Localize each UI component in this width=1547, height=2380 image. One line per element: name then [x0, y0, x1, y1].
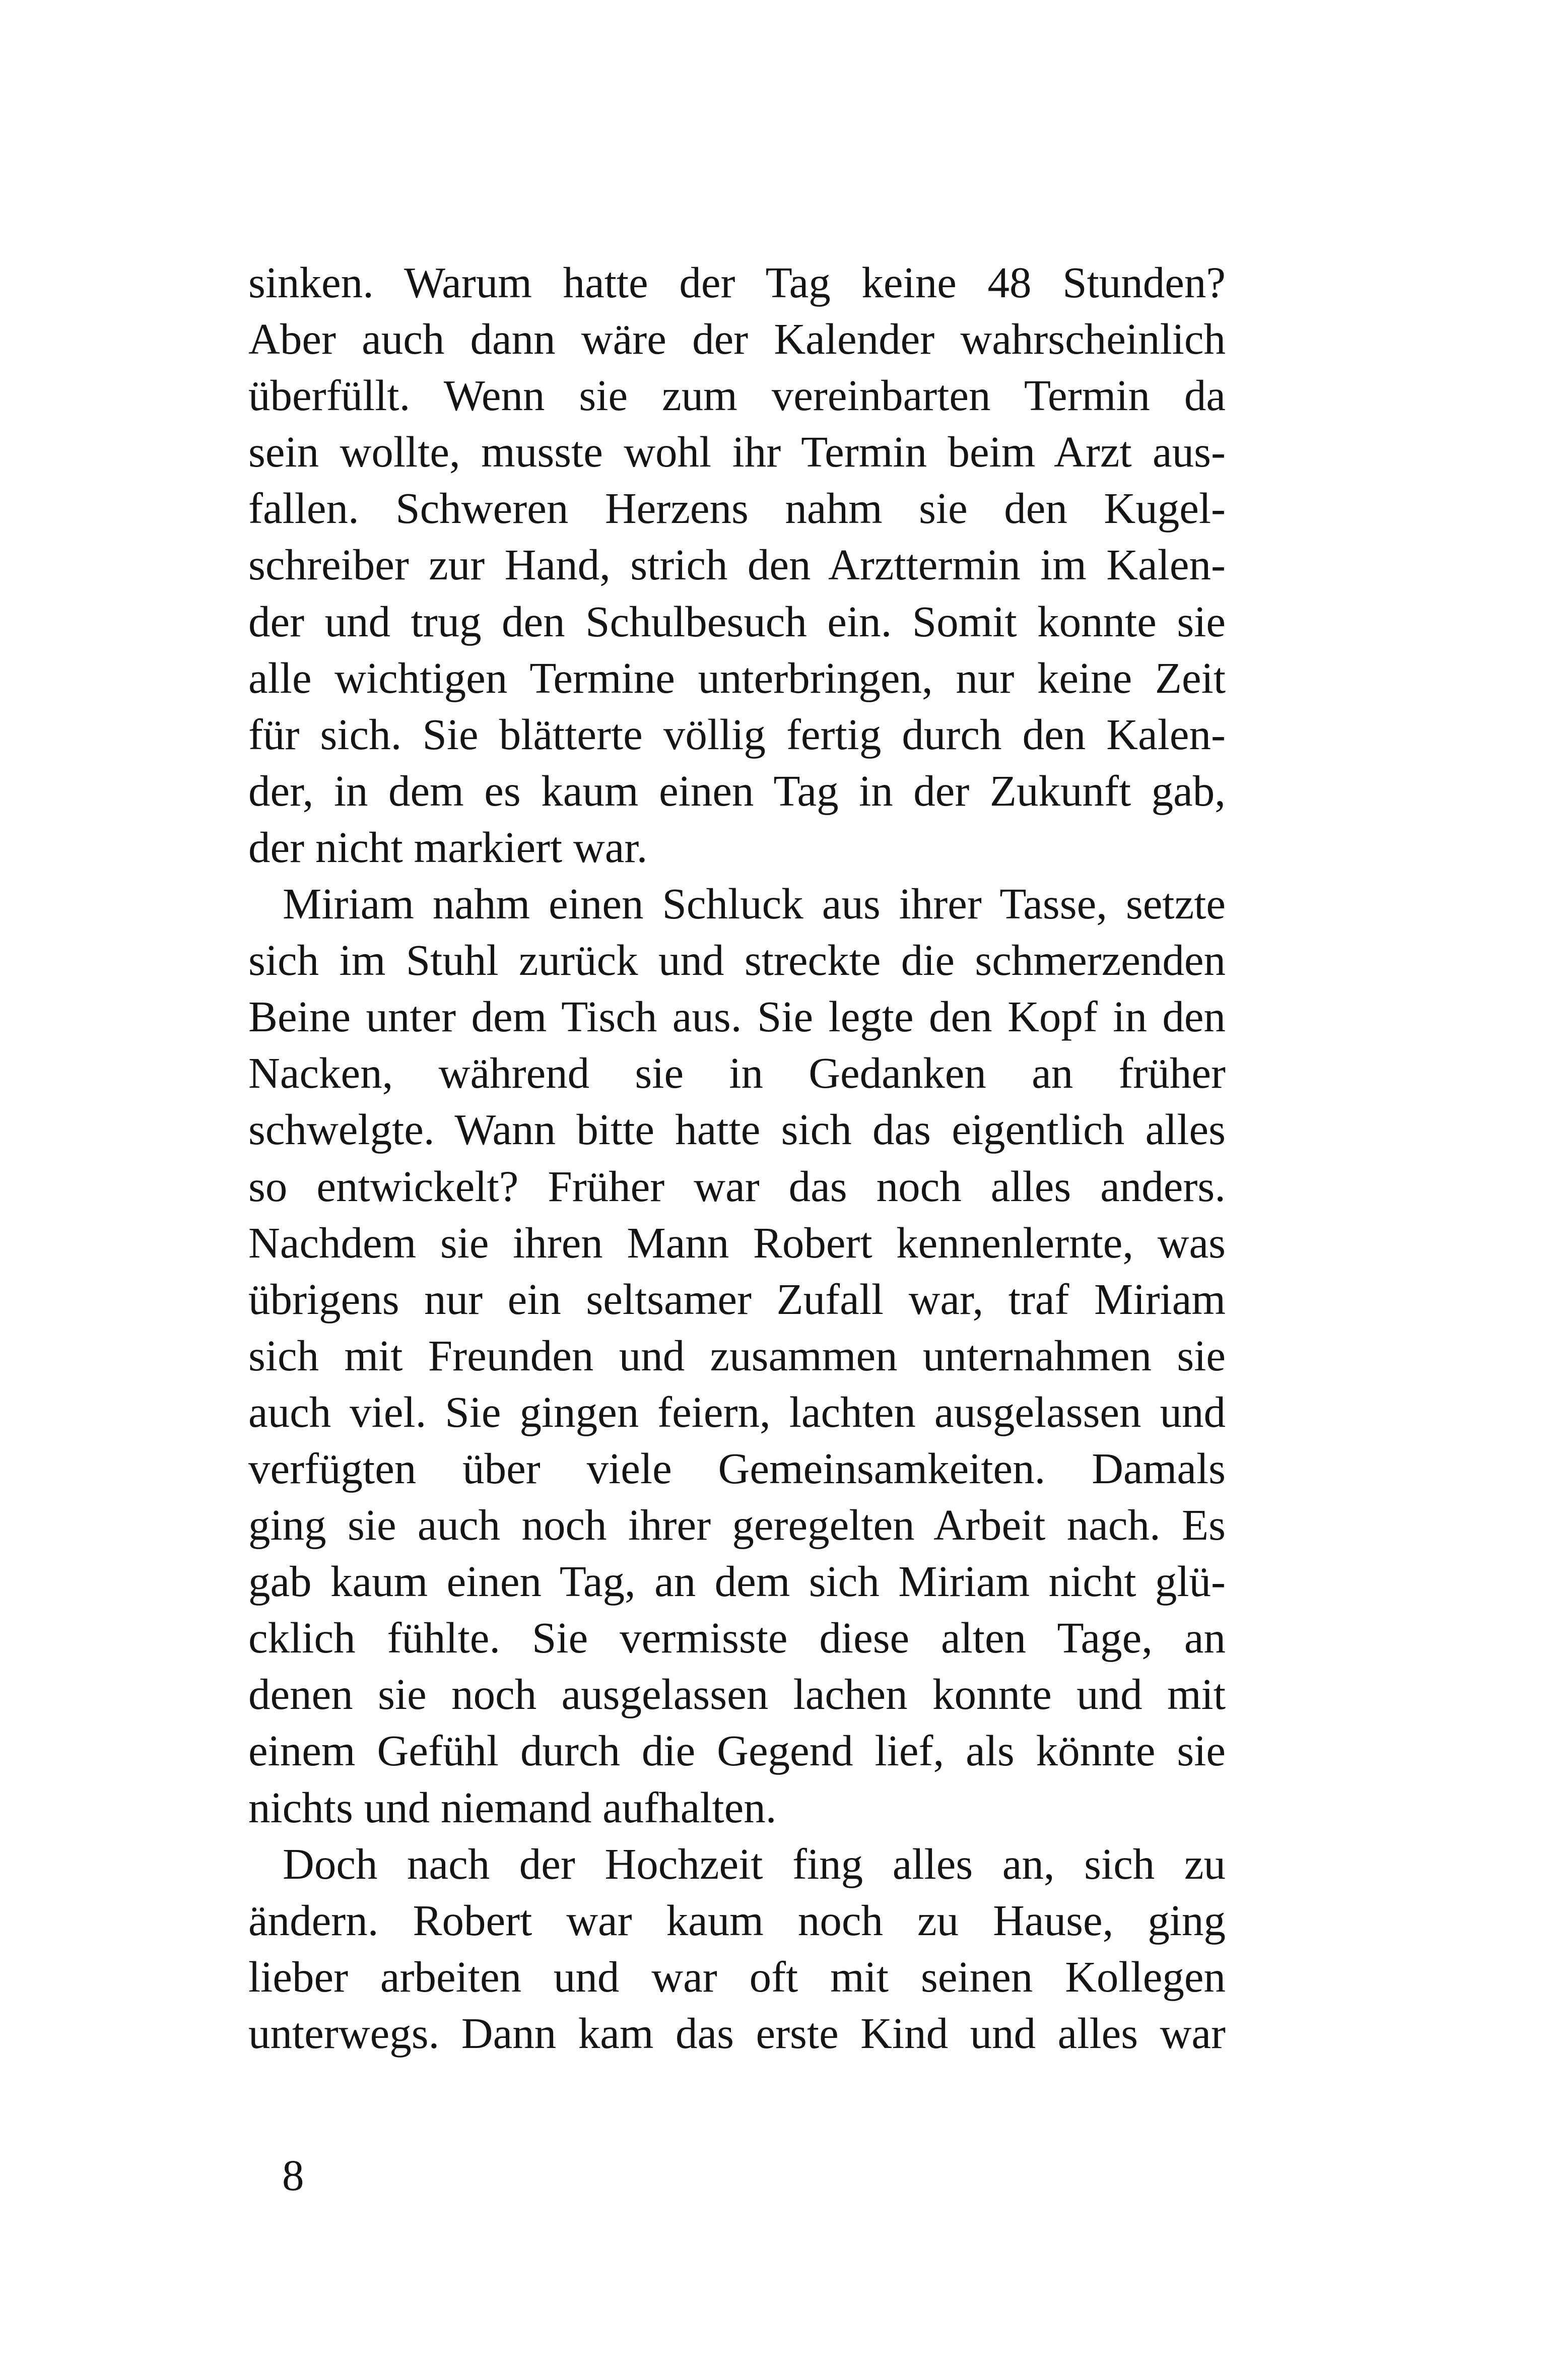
text-line: denen sie noch ausgelassen lachen konnte und mit	[248, 1670, 1226, 1719]
text-line: für sich. Sie blätterte völlig fertig durch den Kalen-	[248, 709, 1226, 759]
text-line: sinken. Warum hatte der Tag keine 48 Stunden?	[248, 258, 1226, 307]
text-line: ging sie auch noch ihrer geregelten Arbeit nach. Es	[248, 1500, 1226, 1550]
text-line: auch viel. Sie gingen feiern, lachten ausgelassen und	[248, 1387, 1226, 1436]
text-line: lieber arbeiten und war oft mit seinen Kollegen	[248, 1952, 1226, 2001]
text-line: schreiber zur Hand, strich den Arzttermin im Kalen-	[248, 540, 1226, 589]
paragraph-3	[248, 1836, 1226, 2062]
text-line: Miriam nahm einen Schluck aus ihrer Tasse, setzte	[283, 879, 1226, 929]
text-line: cklich fühlte. Sie vermisste diese alten Tage, an	[248, 1613, 1226, 1663]
paragraph-2	[248, 876, 1226, 1836]
text-line: verfügten über viele Gemeinsamkeiten. Damals	[248, 1443, 1226, 1493]
text-line: sich mit Freunden und zusammen unternahmen sie	[248, 1331, 1226, 1380]
text-line: nichts und niemand aufhalten.	[248, 1782, 777, 1832]
text-line: sein wollte, musste wohl ihr Termin beim Arzt aus-	[248, 427, 1226, 477]
text-line: der und trug den Schulbesuch ein. Somit konnte sie	[248, 597, 1226, 646]
text-line: ändern. Robert war kaum noch zu Hause, ging	[248, 1895, 1226, 1945]
body-text	[248, 254, 1226, 2062]
text-line: einem Gefühl durch die Gegend lief, als könnte sie	[248, 1726, 1226, 1775]
paragraph-1	[248, 254, 1226, 876]
page-number: 8	[282, 2151, 304, 2200]
text-line: fallen. Schweren Herzens nahm sie den Kugel-	[248, 484, 1226, 533]
text-line: alle wichtigen Termine unterbringen, nur keine Zeit	[248, 653, 1226, 702]
text-line: gab kaum einen Tag, an dem sich Miriam nicht glü-	[248, 1557, 1226, 1606]
text-line: überfüllt. Wenn sie zum vereinbarten Termin da	[248, 371, 1226, 420]
text-line: schwelgte. Wann bitte hatte sich das eigentlich alles	[248, 1105, 1226, 1154]
text-line: Beine unter dem Tisch aus. Sie legte den Kopf in den	[248, 992, 1226, 1041]
text-line: der, in dem es kaum einen Tag in der Zukunft gab,	[248, 766, 1226, 815]
text-line: sich im Stuhl zurück und streckte die schmerzenden	[248, 936, 1226, 985]
text-line: Nacken, während sie in Gedanken an früher	[248, 1048, 1226, 1098]
text-line: übrigens nur ein seltsamer Zufall war, traf Miriam	[248, 1274, 1226, 1324]
text-line: Doch nach der Hochzeit fing alles an, sich zu	[283, 1839, 1226, 1888]
text-line: so entwickelt? Früher war das noch alles anders.	[248, 1161, 1226, 1211]
text-line: Aber auch dann wäre der Kalender wahrscheinlich	[248, 314, 1226, 364]
text-line: unterwegs. Dann kam das erste Kind und alles war	[248, 2008, 1226, 2058]
text-line: Nachdem sie ihren Mann Robert kennenlernte, was	[248, 1218, 1226, 1267]
text-line: der nicht markiert war.	[248, 822, 648, 872]
